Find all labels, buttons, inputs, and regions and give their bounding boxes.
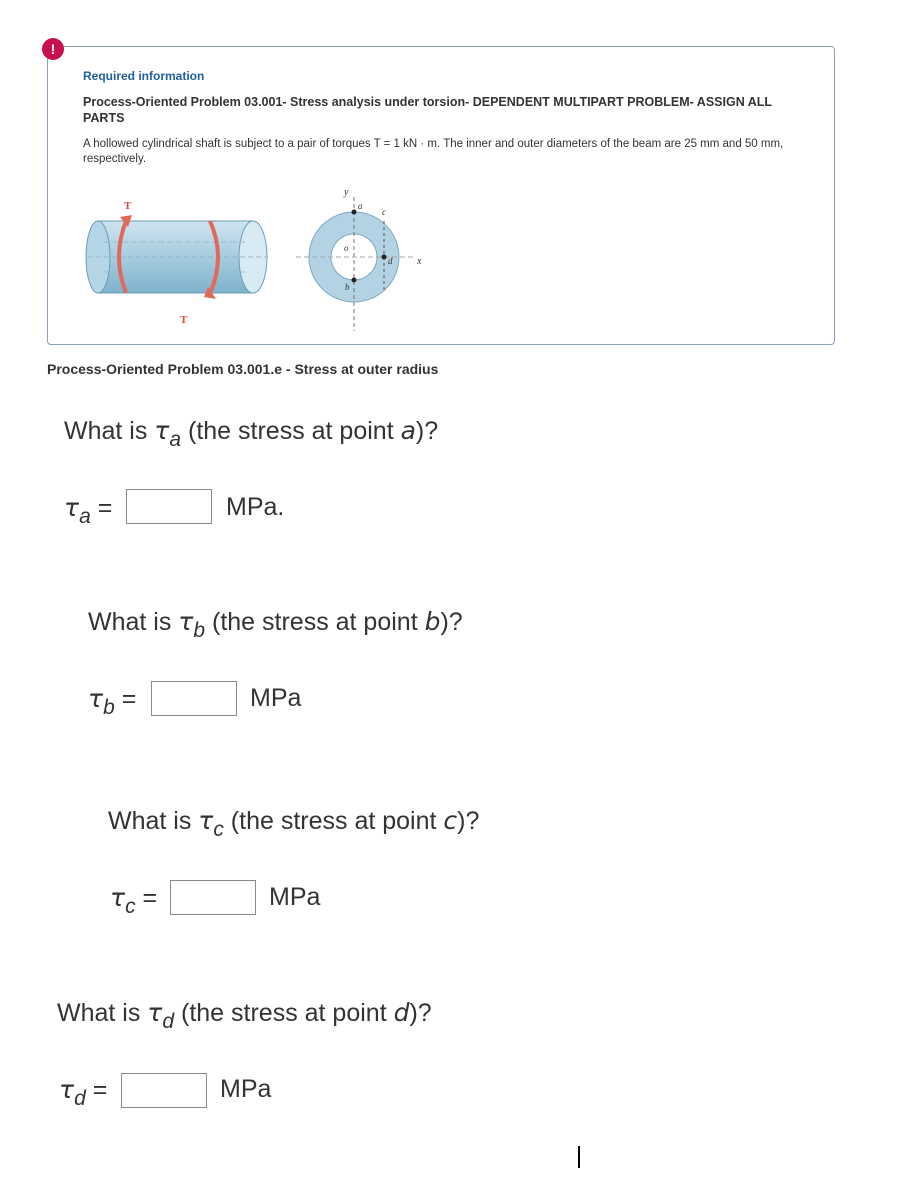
question-c: What is $\tau_c$ (the stress at point c)? xyxy=(108,806,480,841)
problem-description: A hollowed cylindrical shaft is subject to a pair of torques T = 1 kN · m. The inner and outer diameters of the beam are 25 mm and 50 mm, respectively. xyxy=(83,138,784,165)
subproblem-title: Process-Oriented Problem 03.001.e - Stress at outer radius xyxy=(47,361,439,377)
required-information-label: Required information xyxy=(83,69,205,83)
torque-label-left: T xyxy=(124,200,132,212)
question-d: What is $\tau_d$ (the stress at point d)? xyxy=(57,998,432,1033)
axis-y-label: y xyxy=(344,187,349,198)
tau-symbol: τ xyxy=(154,416,170,445)
origin-label: o xyxy=(344,243,349,253)
tau-d-input[interactable] xyxy=(121,1073,207,1108)
required-information-panel xyxy=(47,46,835,345)
question-b: What is $\tau_b$ (the stress at point b)? xyxy=(88,607,463,642)
text-cursor xyxy=(578,1146,580,1168)
cross-section-drawing xyxy=(296,197,413,331)
tau-d-unit: MPa xyxy=(220,1075,272,1103)
point-d-label: d xyxy=(388,256,393,266)
torque-label-right: T xyxy=(180,314,188,326)
hollow-shaft-drawing xyxy=(86,221,268,293)
tau-a-input[interactable] xyxy=(126,489,212,524)
point-c-label: c xyxy=(382,207,386,217)
question-a: What is $\tau_a$ (the stress at point a)? xyxy=(64,416,439,451)
point-a-label: a xyxy=(358,201,363,211)
tau-a-unit: MPa. xyxy=(226,493,285,521)
problem-title: Process-Oriented Problem 03.001- Stress analysis under torsion- DEPENDENT MULTIPART PROBLEM- ASSIGN ALL PARTS xyxy=(83,95,772,125)
tau-b-input[interactable] xyxy=(151,681,237,716)
shaft-figure xyxy=(78,181,498,341)
tau-b-unit: MPa xyxy=(250,684,302,712)
tau-a-label: $\tau_a$ = xyxy=(64,493,113,528)
tau-c-unit: MPa xyxy=(269,883,321,911)
alert-icon: ! xyxy=(42,38,64,60)
axis-x-label: x xyxy=(417,256,422,267)
tau-c-label: $\tau_c$ = xyxy=(110,883,158,918)
point-b-label: b xyxy=(345,282,350,292)
tau-c-input[interactable] xyxy=(170,880,256,915)
tau-d-label: $\tau_d$ = xyxy=(59,1075,108,1110)
tau-b-label: $\tau_b$ = xyxy=(88,684,137,719)
